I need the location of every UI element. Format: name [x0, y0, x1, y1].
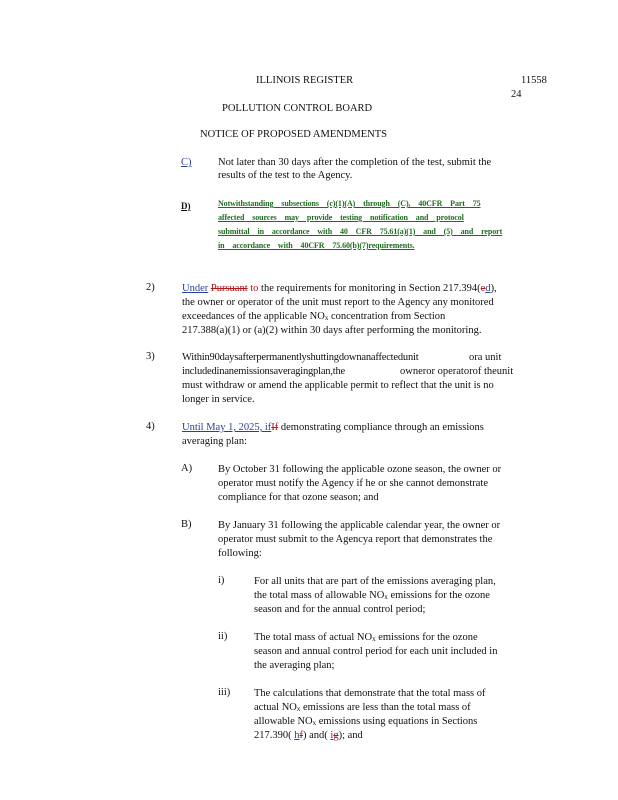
- item-4b-line3: following:: [218, 548, 262, 559]
- item-3-line1a: Within90daysafterpermanentlyshuttingdownanaffectedunit: [182, 352, 419, 363]
- item-4-number: 4): [146, 421, 155, 432]
- board-name: POLLUTION CONTROL BOARD: [222, 103, 373, 114]
- item-4b-ii-line2: season and annual control period for each unit included in: [254, 646, 498, 657]
- item-4b-ii-line1b: emissions for the ozone: [375, 632, 478, 643]
- item-4-line1: [182, 421, 484, 434]
- register-title: ILLINOIS REGISTER: [256, 75, 354, 86]
- item-2-line1-end: ),: [490, 283, 497, 294]
- deleted-pursuant: Pursuant: [210, 283, 248, 294]
- item-4b-ii-line3: the averaging plan;: [254, 660, 335, 671]
- inserted-until-date: Until May 1, 2025, if: [182, 422, 272, 433]
- item-4b-i-line2: [254, 589, 490, 604]
- page-number: 11558: [521, 75, 547, 86]
- item-4b-iii-line3b: emissions using equations in Sections: [316, 716, 478, 727]
- item-c-line1: Not later than 30 days after the completion of the test, submit the: [218, 157, 492, 168]
- item-4b-line1: By January 31 following the applicable calendar year, the owner or: [218, 520, 501, 531]
- deleted-f: f: [299, 730, 303, 741]
- deleted-e: e: [480, 283, 486, 294]
- item-3-number: 3): [146, 351, 155, 362]
- item-2-line4: 217.388(a)(1) or (a)(2) within 30 days after performing the monitoring.: [182, 325, 482, 336]
- item-4b-iii-line4-mid: ) and(: [303, 730, 328, 741]
- item-4a-line3: compliance for that ozone season; and: [218, 492, 379, 503]
- deleted-g: g: [333, 730, 339, 741]
- item-3-line2a: includedinanemissionsaveragingplan,the: [182, 366, 345, 377]
- inserted-under: Under: [182, 283, 209, 294]
- item-d-row: submittal in accordance with 40 CFR 75.61(a)(1) and (5) and report: [218, 227, 503, 236]
- item-4b-line2: operator must submit to the Agencya report that demonstrates the: [218, 534, 493, 545]
- item-4a-line1: By October 31 following the applicable ozone season, the owner or: [218, 464, 502, 475]
- item-4b-i-line1: For all units that are part of the emissions averaging plan,: [254, 576, 496, 587]
- item-2-line3a: exceedances of the applicable NO: [182, 311, 325, 322]
- item-2-line1-text: the requirements for monitoring in Section 217.394(: [258, 283, 481, 294]
- item-4b-ii-label: ii): [218, 631, 228, 642]
- item-3-line1b: ora unit: [469, 352, 502, 363]
- item-d-label: D): [181, 201, 191, 211]
- item-4a-line2: operator must notify the Agency if he or she cannot demonstrate: [218, 478, 489, 489]
- item-4a-label: A): [181, 463, 193, 474]
- item-d-row: in accordance with 40CFR 75.60(b)(7)requirements.: [218, 241, 415, 250]
- inserted-h: h: [294, 730, 300, 741]
- item-2-line3b: concentration from Section: [328, 311, 446, 322]
- item-2-line1: [182, 282, 497, 295]
- item-4b-iii-line3: [254, 715, 477, 730]
- subscript-x: x: [324, 314, 329, 322]
- item-4b-iii-line4a: 217.390(: [254, 730, 292, 741]
- item-4b-iii-line2b: emissions are less than the total mass of: [300, 702, 471, 713]
- notice-heading: NOTICE OF PROPOSED AMENDMENTS: [200, 129, 387, 140]
- item-d-row: Notwithstanding subsections (c)(1)(A) through (C), 40CFR Part 75: [218, 199, 481, 208]
- item-4b-iii-line1: The calculations that demonstrate that the total mass of: [254, 688, 486, 699]
- item-4b-iii-line2a: actual NO: [254, 702, 297, 713]
- inserted-d: d: [485, 283, 491, 294]
- subscript-x: x: [312, 719, 317, 727]
- subscript-x: x: [372, 635, 376, 643]
- item-4-line2: averaging plan:: [182, 436, 248, 447]
- subscript-x: x: [296, 705, 301, 713]
- item-4b-i-line2b: emissions for the ozone: [387, 590, 490, 601]
- item-4-line1-text: demonstrating compliance through an emissions: [278, 422, 484, 433]
- item-d-row: affected sources may provide testing notification and protocol: [218, 213, 464, 222]
- item-4b-iii-line4: [254, 729, 363, 742]
- item-4b-i-line2a: the total mass of allowable NO: [254, 590, 385, 601]
- item-2-line3: [182, 310, 445, 325]
- item-4b-iii-line2: [254, 701, 471, 716]
- item-4b-iii-line3a: allowable NO: [254, 716, 313, 727]
- item-3-line2b: owneror operatorof theunit: [400, 366, 514, 377]
- issue-number: 24: [511, 89, 522, 100]
- item-c-label: C): [181, 157, 192, 168]
- item-4b-iii-line4-end: ); and: [338, 730, 363, 741]
- item-4b-iii-label: iii): [218, 687, 231, 698]
- item-d-inserted-text: [218, 197, 502, 253]
- subscript-x: x: [384, 593, 388, 601]
- item-2-number: 2): [146, 282, 155, 293]
- inserted-i: i: [330, 730, 334, 741]
- item-4b-ii-line1: [254, 631, 478, 646]
- item-3-line4: longer in service.: [182, 394, 255, 405]
- deleted-to: to: [250, 283, 259, 294]
- item-4b-i-label: i): [218, 575, 225, 586]
- item-c-line2: results of the test to the Agency.: [218, 170, 353, 181]
- item-4b-i-line3: season and for the annual control period;: [254, 604, 426, 615]
- item-4b-ii-line1a: The total mass of actual NO: [254, 632, 373, 643]
- deleted-if: If: [271, 422, 279, 433]
- item-2-line2: the owner or operator of the unit must report to the Agency any monitored: [182, 297, 494, 308]
- item-4b-label: B): [181, 519, 192, 530]
- item-3-line3: must withdraw or amend the applicable permit to reflect that the unit is no: [182, 380, 494, 391]
